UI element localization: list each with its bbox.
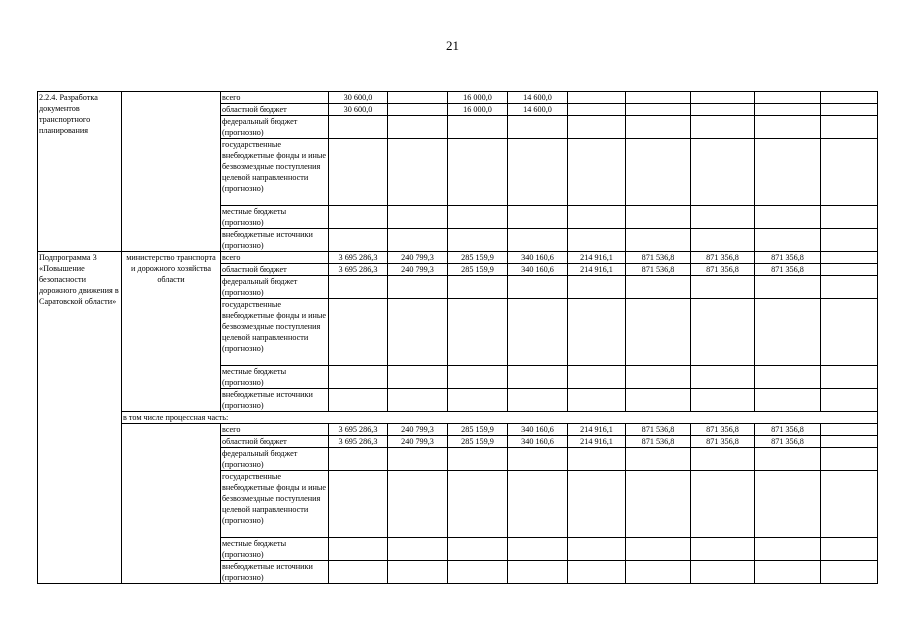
value-cell: 240 799,3: [388, 252, 448, 264]
value-cell: 3 695 286,3: [329, 252, 388, 264]
value-cell: [508, 389, 568, 412]
value-cell: [821, 561, 878, 584]
value-cell: [508, 561, 568, 584]
value-cell: 871 356,8: [691, 264, 755, 276]
value-cell: 214 916,1: [568, 252, 626, 264]
value-cell: [821, 448, 878, 471]
value-cell: [821, 389, 878, 412]
value-cell: [626, 116, 691, 139]
value-cell: 214 916,1: [568, 424, 626, 436]
value-cell: [329, 366, 388, 389]
value-cell: [626, 471, 691, 538]
value-cell: [388, 116, 448, 139]
value-cell: [568, 389, 626, 412]
value-cell: [568, 448, 626, 471]
value-cell: [691, 206, 755, 229]
value-cell: [508, 116, 568, 139]
value-cell: [821, 538, 878, 561]
value-cell: [821, 276, 878, 299]
value-cell: [508, 299, 568, 366]
value-cell: [691, 92, 755, 104]
value-cell: 30 600,0: [329, 92, 388, 104]
value-cell: [755, 116, 821, 139]
value-cell: [821, 116, 878, 139]
value-cell: 340 160,6: [508, 436, 568, 448]
value-cell: [626, 276, 691, 299]
source-cell: внебюджетные источники (прогнозно): [221, 389, 329, 412]
value-cell: [388, 471, 448, 538]
value-cell: [691, 104, 755, 116]
value-cell: [755, 206, 821, 229]
source-cell: государственные внебюджетные фонды и иные безвозмездные поступления целевой направленности (прогнозно): [221, 139, 329, 206]
value-cell: 214 916,1: [568, 436, 626, 448]
executor-cell: [122, 424, 221, 584]
value-cell: 285 159,9: [448, 264, 508, 276]
value-cell: 285 159,9: [448, 252, 508, 264]
value-cell: [691, 366, 755, 389]
executor-cell: [122, 92, 221, 252]
value-cell: [329, 206, 388, 229]
value-cell: [448, 366, 508, 389]
value-cell: [388, 206, 448, 229]
program-name-cell: Подпрограмма 3 «Повышение безопасности дорожного движения в Саратовской области»: [38, 252, 122, 584]
value-cell: [755, 92, 821, 104]
value-cell: [388, 389, 448, 412]
value-cell: [821, 264, 878, 276]
value-cell: 240 799,3: [388, 424, 448, 436]
value-cell: [691, 448, 755, 471]
value-cell: [626, 389, 691, 412]
value-cell: [508, 229, 568, 252]
program-name-cell: 2.2.4. Разработка документов транспортного планирования: [38, 92, 122, 252]
value-cell: [821, 139, 878, 206]
value-cell: [388, 139, 448, 206]
value-cell: 871 536,8: [626, 436, 691, 448]
value-cell: [821, 424, 878, 436]
value-cell: [568, 139, 626, 206]
value-cell: [388, 104, 448, 116]
value-cell: 871 356,8: [755, 436, 821, 448]
source-cell: областной бюджет: [221, 104, 329, 116]
value-cell: 30 600,0: [329, 104, 388, 116]
value-cell: [568, 471, 626, 538]
value-cell: 871 356,8: [691, 424, 755, 436]
value-cell: [821, 252, 878, 264]
value-cell: [568, 561, 626, 584]
subheader-cell: в том числе процессная часть:: [122, 412, 878, 424]
source-cell: федеральный бюджет (прогнозно): [221, 448, 329, 471]
value-cell: [691, 229, 755, 252]
value-cell: 3 695 286,3: [329, 436, 388, 448]
value-cell: [626, 229, 691, 252]
value-cell: [388, 538, 448, 561]
source-cell: местные бюджеты (прогнозно): [221, 366, 329, 389]
value-cell: [388, 561, 448, 584]
value-cell: [508, 448, 568, 471]
value-cell: [329, 139, 388, 206]
value-cell: [448, 206, 508, 229]
value-cell: [568, 116, 626, 139]
value-cell: [821, 471, 878, 538]
value-cell: [448, 561, 508, 584]
source-cell: всего: [221, 252, 329, 264]
source-cell: местные бюджеты (прогнозно): [221, 206, 329, 229]
value-cell: 14 600,0: [508, 92, 568, 104]
value-cell: 16 000,0: [448, 104, 508, 116]
value-cell: [626, 206, 691, 229]
value-cell: [448, 448, 508, 471]
value-cell: [329, 561, 388, 584]
value-cell: 871 536,8: [626, 252, 691, 264]
value-cell: [821, 366, 878, 389]
value-cell: 871 536,8: [626, 424, 691, 436]
value-cell: [821, 92, 878, 104]
value-cell: [755, 561, 821, 584]
value-cell: [755, 139, 821, 206]
value-cell: [568, 276, 626, 299]
source-cell: федеральный бюджет (прогнозно): [221, 116, 329, 139]
value-cell: 871 356,8: [755, 424, 821, 436]
value-cell: 871 356,8: [691, 436, 755, 448]
table-row: [38, 424, 878, 436]
value-cell: 16 000,0: [448, 92, 508, 104]
table-subheader-row: [38, 412, 878, 424]
source-cell: местные бюджеты (прогнозно): [221, 538, 329, 561]
value-cell: [568, 206, 626, 229]
value-cell: 3 695 286,3: [329, 424, 388, 436]
page-number: 21: [446, 38, 459, 53]
value-cell: [821, 206, 878, 229]
table-row: [38, 252, 878, 264]
value-cell: [448, 229, 508, 252]
value-cell: [388, 229, 448, 252]
value-cell: [755, 366, 821, 389]
value-cell: [626, 561, 691, 584]
value-cell: [568, 92, 626, 104]
value-cell: 871 356,8: [755, 264, 821, 276]
value-cell: [755, 276, 821, 299]
budget-table: [37, 91, 878, 584]
source-cell: областной бюджет: [221, 264, 329, 276]
value-cell: [755, 299, 821, 366]
value-cell: [448, 471, 508, 538]
value-cell: [821, 229, 878, 252]
value-cell: [568, 104, 626, 116]
value-cell: [755, 104, 821, 116]
value-cell: [755, 229, 821, 252]
value-cell: [626, 538, 691, 561]
value-cell: [755, 389, 821, 412]
value-cell: [691, 276, 755, 299]
value-cell: 340 160,6: [508, 252, 568, 264]
value-cell: [329, 276, 388, 299]
value-cell: [448, 116, 508, 139]
value-cell: [691, 561, 755, 584]
value-cell: [329, 448, 388, 471]
value-cell: [448, 299, 508, 366]
source-cell: внебюджетные источники (прогнозно): [221, 561, 329, 584]
value-cell: [755, 471, 821, 538]
source-cell: всего: [221, 424, 329, 436]
value-cell: [755, 448, 821, 471]
value-cell: [626, 92, 691, 104]
value-cell: [508, 471, 568, 538]
value-cell: [388, 366, 448, 389]
value-cell: 285 159,9: [448, 436, 508, 448]
value-cell: [448, 276, 508, 299]
value-cell: [691, 116, 755, 139]
value-cell: [329, 299, 388, 366]
value-cell: [329, 229, 388, 252]
value-cell: [691, 538, 755, 561]
source-cell: областной бюджет: [221, 436, 329, 448]
table-row: [38, 92, 878, 104]
value-cell: 871 356,8: [755, 252, 821, 264]
value-cell: 14 600,0: [508, 104, 568, 116]
value-cell: [821, 299, 878, 366]
source-cell: государственные внебюджетные фонды и иные безвозмездные поступления целевой направленности (прогнозно): [221, 299, 329, 366]
value-cell: [508, 139, 568, 206]
value-cell: 871 356,8: [691, 252, 755, 264]
value-cell: [388, 276, 448, 299]
value-cell: [508, 366, 568, 389]
value-cell: [691, 389, 755, 412]
value-cell: [626, 448, 691, 471]
value-cell: [329, 471, 388, 538]
value-cell: 340 160,6: [508, 424, 568, 436]
value-cell: [448, 389, 508, 412]
value-cell: [329, 389, 388, 412]
value-cell: [691, 139, 755, 206]
value-cell: 3 695 286,3: [329, 264, 388, 276]
value-cell: [626, 299, 691, 366]
value-cell: [329, 116, 388, 139]
value-cell: [626, 104, 691, 116]
value-cell: [329, 538, 388, 561]
source-cell: всего: [221, 92, 329, 104]
value-cell: 871 536,8: [626, 264, 691, 276]
value-cell: 285 159,9: [448, 424, 508, 436]
source-cell: федеральный бюджет (прогнозно): [221, 276, 329, 299]
value-cell: [508, 276, 568, 299]
value-cell: [388, 92, 448, 104]
value-cell: 240 799,3: [388, 436, 448, 448]
value-cell: [568, 229, 626, 252]
value-cell: 340 160,6: [508, 264, 568, 276]
value-cell: [448, 538, 508, 561]
value-cell: [626, 366, 691, 389]
source-cell: государственные внебюджетные фонды и иные безвозмездные поступления целевой направленности (прогнозно): [221, 471, 329, 538]
executor-cell: министерство транспорта и дорожного хозяйства области: [122, 252, 221, 412]
source-cell: внебюджетные источники (прогнозно): [221, 229, 329, 252]
value-cell: [568, 299, 626, 366]
value-cell: [508, 538, 568, 561]
value-cell: 240 799,3: [388, 264, 448, 276]
value-cell: [755, 538, 821, 561]
value-cell: [448, 139, 508, 206]
value-cell: [388, 299, 448, 366]
value-cell: 214 916,1: [568, 264, 626, 276]
value-cell: [691, 299, 755, 366]
value-cell: [388, 448, 448, 471]
value-cell: [821, 436, 878, 448]
value-cell: [626, 139, 691, 206]
value-cell: [508, 206, 568, 229]
value-cell: [568, 366, 626, 389]
value-cell: [821, 104, 878, 116]
value-cell: [568, 538, 626, 561]
value-cell: [691, 471, 755, 538]
